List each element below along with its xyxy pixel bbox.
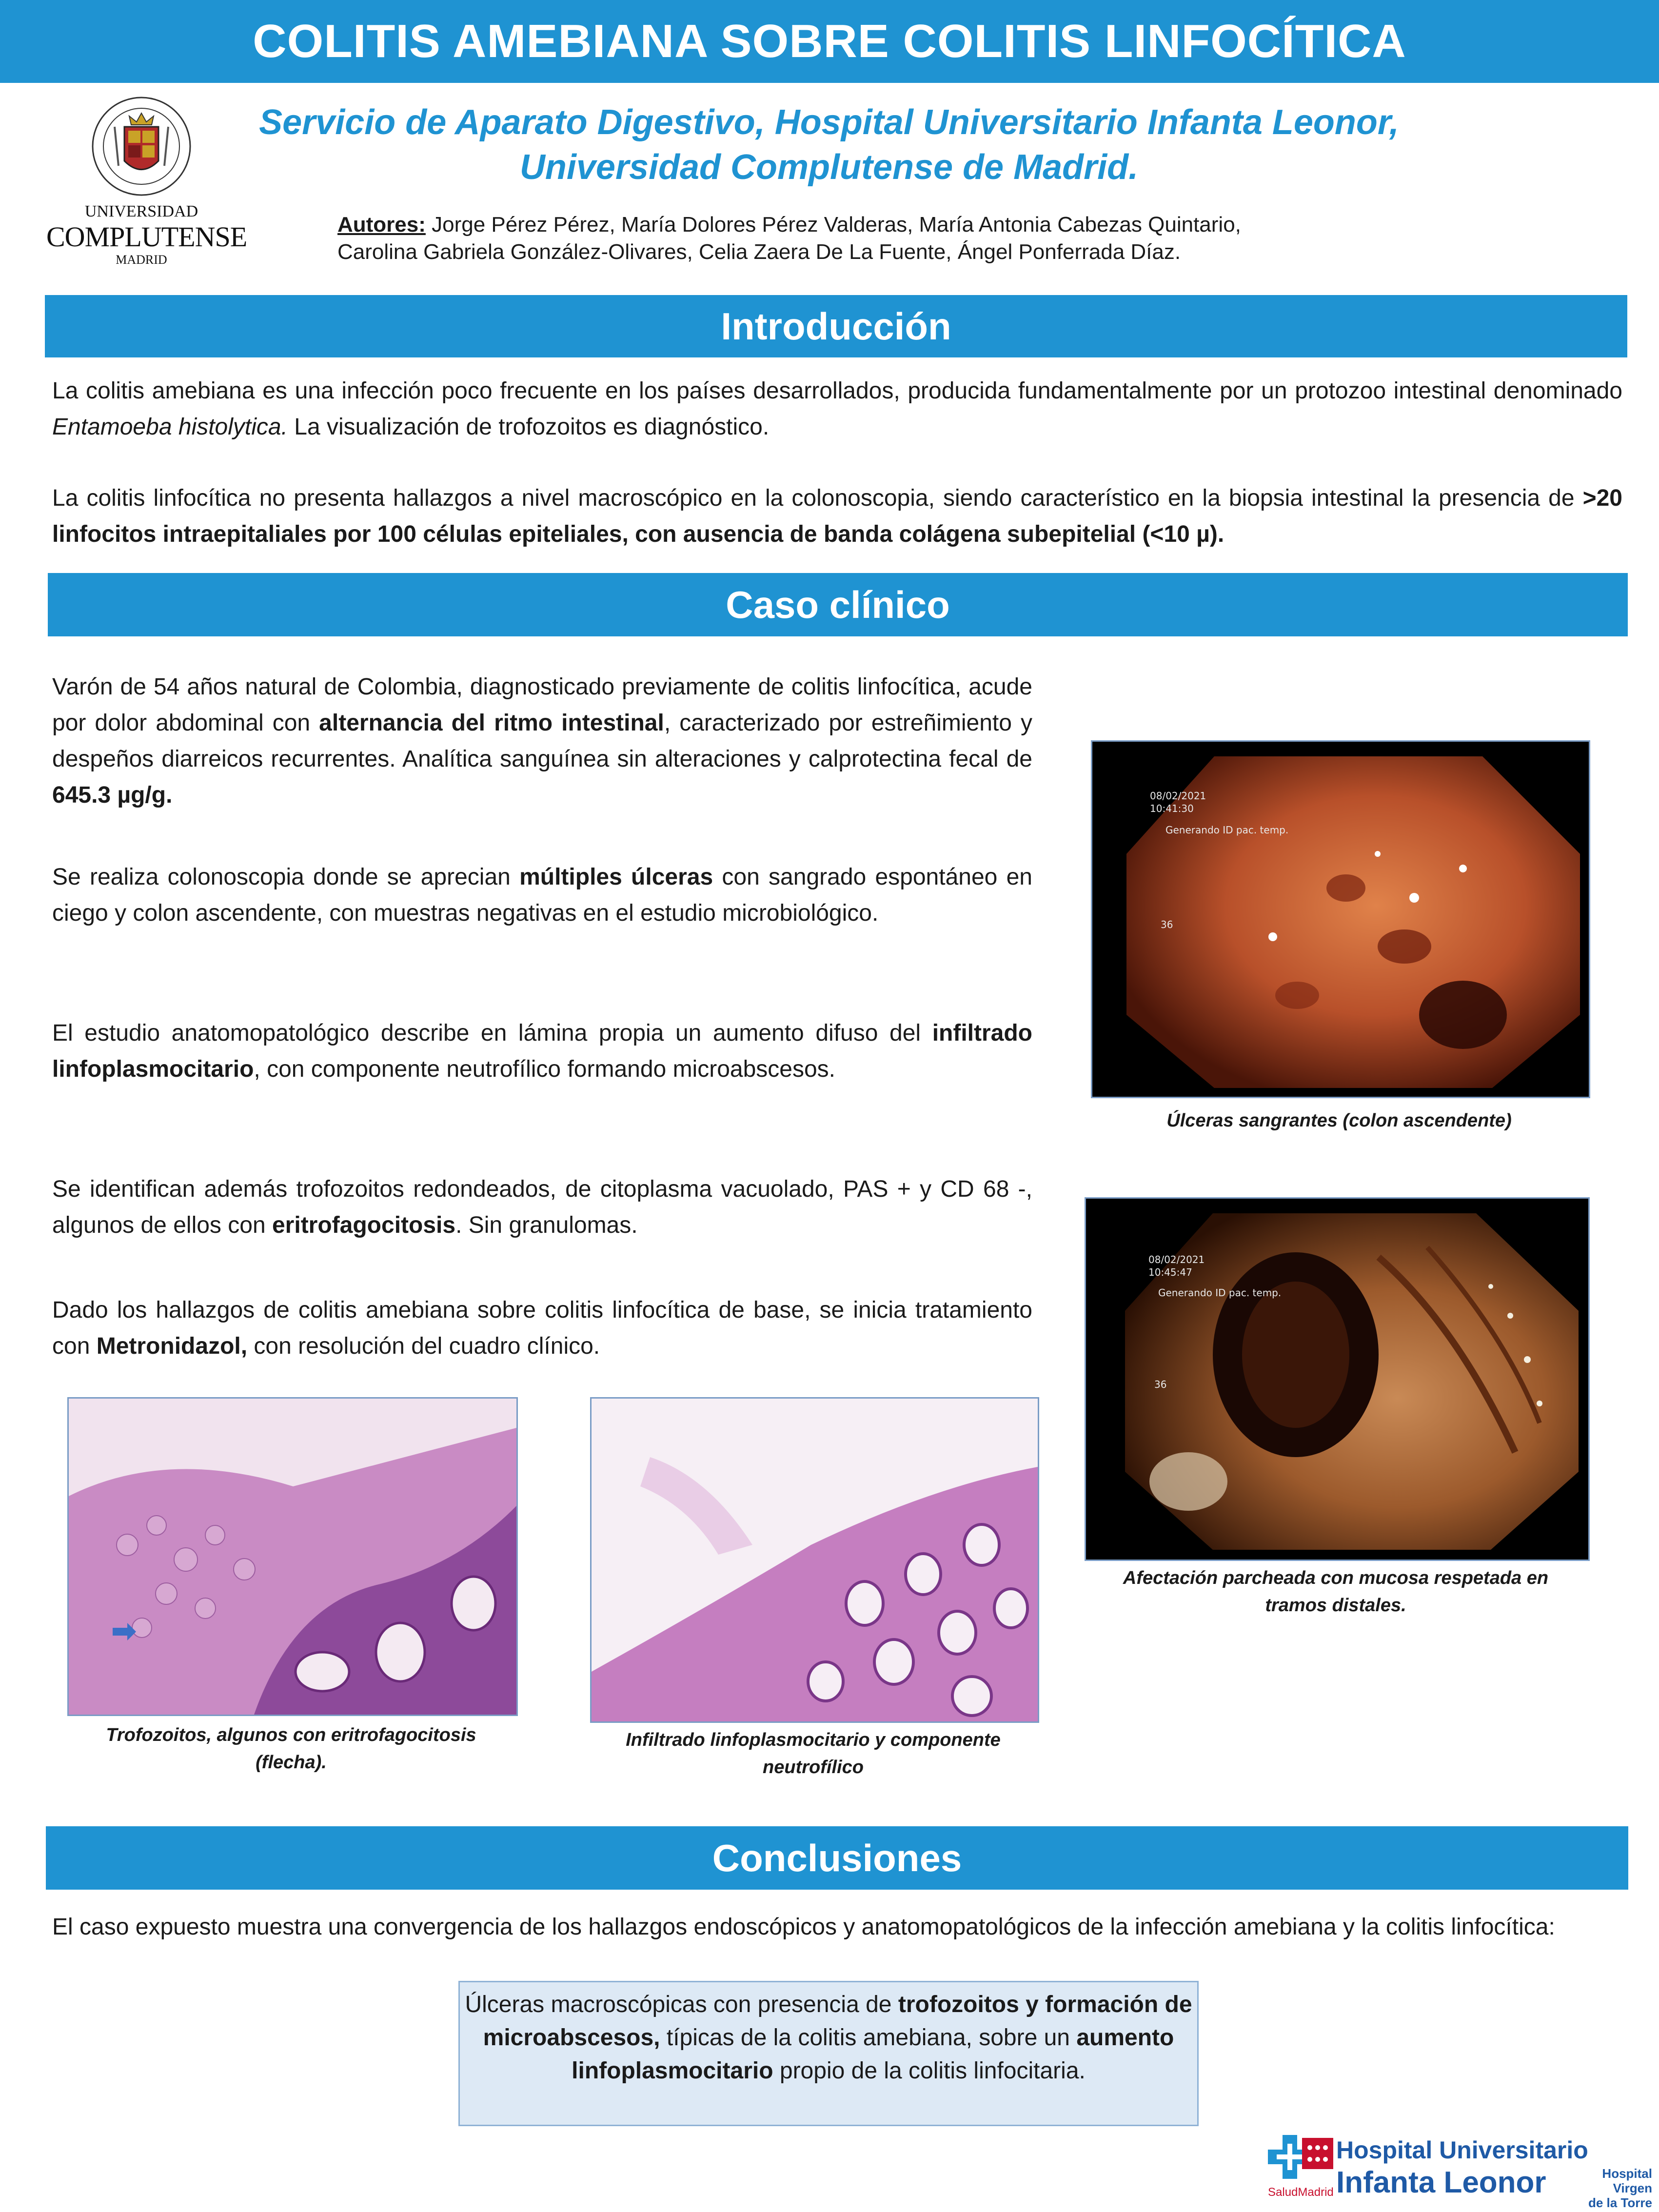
- affiliation-line2: Universidad Complutense de Madrid.: [519, 148, 1139, 187]
- intro-paragraph-1: La colitis amebiana es una infección poco frecuente en los países desarrollados, producida fundamentalmente por un protozoo intestinal denominado Entamoeba histolytica. La visualización de trofozoitos es diagnóstico.: [52, 378, 1622, 440]
- endo1-id-text: Generando ID pac. temp.: [1165, 824, 1289, 836]
- hospital-logo: [1268, 2131, 1653, 2210]
- ucm-crest-icon: [90, 93, 193, 200]
- case-paragraph-4: Se identifican además trofozoitos redondeados, de citoplasma vacuolado, PAS + y CD 68 -, algunos de ellos con eritrofagocitosis. Sin granulomas.: [52, 1176, 1032, 1238]
- histology-image-infiltrate: [590, 1397, 1039, 1723]
- conclusion-highlight-text: Úlceras macroscópicas con presencia de trofozoitos y formación de microabscesos, típicas de la colitis amebiana, sobre un aumento linfoplasmocitario propio de la colitis linfocitaria.: [465, 1992, 1192, 2084]
- histology-trophozoites-illustration: [69, 1399, 516, 1715]
- ucm-logo-line3: MADRID: [116, 253, 167, 267]
- section-case-heading: Caso clínico: [48, 573, 1628, 636]
- ucm-logo-line1: UNIVERSIDAD: [84, 202, 198, 220]
- case-paragraph-5: Dado los hallazgos de colitis amebiana sobre colitis linfocítica de base, se inicia tratamiento con Metronidazol, con resolución del cuadro clínico.: [52, 1297, 1032, 1359]
- endo1-date: 08/02/2021: [1150, 790, 1206, 802]
- endo2-id-text: Generando ID pac. temp.: [1158, 1287, 1282, 1299]
- ucm-logo: [46, 93, 247, 268]
- authors-line1: Jorge Pérez Pérez, María Dolores Pérez Valderas, María Antonia Cabezas Quintario,: [425, 213, 1241, 237]
- caption-endoscopy-patchy: Afectación parcheada con mucosa respetada en tramos distales.: [1123, 1568, 1549, 1616]
- caption-endoscopy-ulcers: Úlceras sangrantes (colon ascendente): [1166, 1110, 1512, 1131]
- endo1-counter: 36: [1161, 919, 1173, 930]
- affiliation-line1: Servicio de Aparato Digestivo, Hospital Universitario Infanta Leonor,: [259, 103, 1399, 142]
- hospital-name-line2: Infanta Leonor: [1336, 2166, 1546, 2199]
- endoscopy-image-ulcers: [1091, 740, 1590, 1098]
- affiliation: [215, 100, 1443, 190]
- endo2-date: 08/02/2021: [1148, 1254, 1205, 1265]
- case-paragraph-3: El estudio anatomopatológico describe en lámina propia un aumento difuso del infiltrado linfoplasmocitario, con componente neutrofílico formando microabscesos.: [52, 1020, 1032, 1082]
- authors-label: Autores:: [337, 213, 426, 237]
- histology-infiltrate-illustration: [592, 1399, 1038, 1721]
- authors-line2: Carolina Gabriela González-Olivares, Celia Zaera De La Fuente, Ángel Ponferrada Díaz.: [337, 240, 1181, 264]
- case-paragraph-2: Se realiza colonoscopia donde se aprecian múltiples úlceras con sangrado espontáneo en ciego y colon ascendente, con muestras negativas en el estudio microbiológico.: [52, 864, 1032, 926]
- section-conclusions-heading: Conclusiones: [46, 1826, 1628, 1890]
- salud-madrid-text: SaludMadrid: [1268, 2186, 1334, 2199]
- endo1-time: 10:41:30: [1150, 803, 1194, 814]
- endo2-counter: 36: [1154, 1379, 1167, 1390]
- poster-title: COLITIS AMEBIANA SOBRE COLITIS LINFOCÍTICA: [253, 15, 1406, 67]
- histology-image-trophozoites: [67, 1397, 518, 1716]
- madrid-flag-icon: [1302, 2138, 1333, 2169]
- conclusion-highlight-box: [458, 1981, 1199, 2126]
- endoscopy-image-patchy: [1085, 1197, 1590, 1561]
- intro-paragraph-2: La colitis linfocítica no presenta hallazgos a nivel macroscópico en la colonoscopia, siendo característico en la biopsia intestinal la presencia de >20 linfocitos intraepitaliales por 100 células epiteliales, con ausencia de banda colágena subepitelial (<10 µ).: [52, 485, 1622, 547]
- authors: [337, 211, 1508, 266]
- endo2-time: 10:45:47: [1148, 1266, 1192, 1278]
- caption-histology-trophozoites: Trofozoitos, algunos con eritrofagocitosis (flecha).: [106, 1725, 476, 1773]
- conclusions-paragraph: El caso expuesto muestra una convergencia de los hallazgos endoscópicos y anatomopatológicos de la infección amebiana y la colitis linfocítica:: [52, 1914, 1555, 1940]
- hospital-name-line1: Hospital Universitario: [1336, 2136, 1588, 2164]
- hospital-side-text: Hospital Virgen de la Torre: [1588, 2166, 1652, 2210]
- caption-histology-infiltrate: Infiltrado linfoplasmocitario y componente neutrofílico: [626, 1730, 1001, 1778]
- ucm-logo-line2: COMPLUTENSE: [46, 221, 247, 253]
- section-intro-heading: Introducción: [45, 295, 1627, 357]
- case-paragraph-1: Varón de 54 años natural de Colombia, diagnosticado previamente de colitis linfocítica, acude por dolor abdominal con alternancia del ritmo intestinal, caracterizado por estreñimiento y despeños diarreicos recurrentes. Analítica sanguínea sin alteraciones y calprotectina fecal de 645.3 µg/g.: [52, 674, 1033, 808]
